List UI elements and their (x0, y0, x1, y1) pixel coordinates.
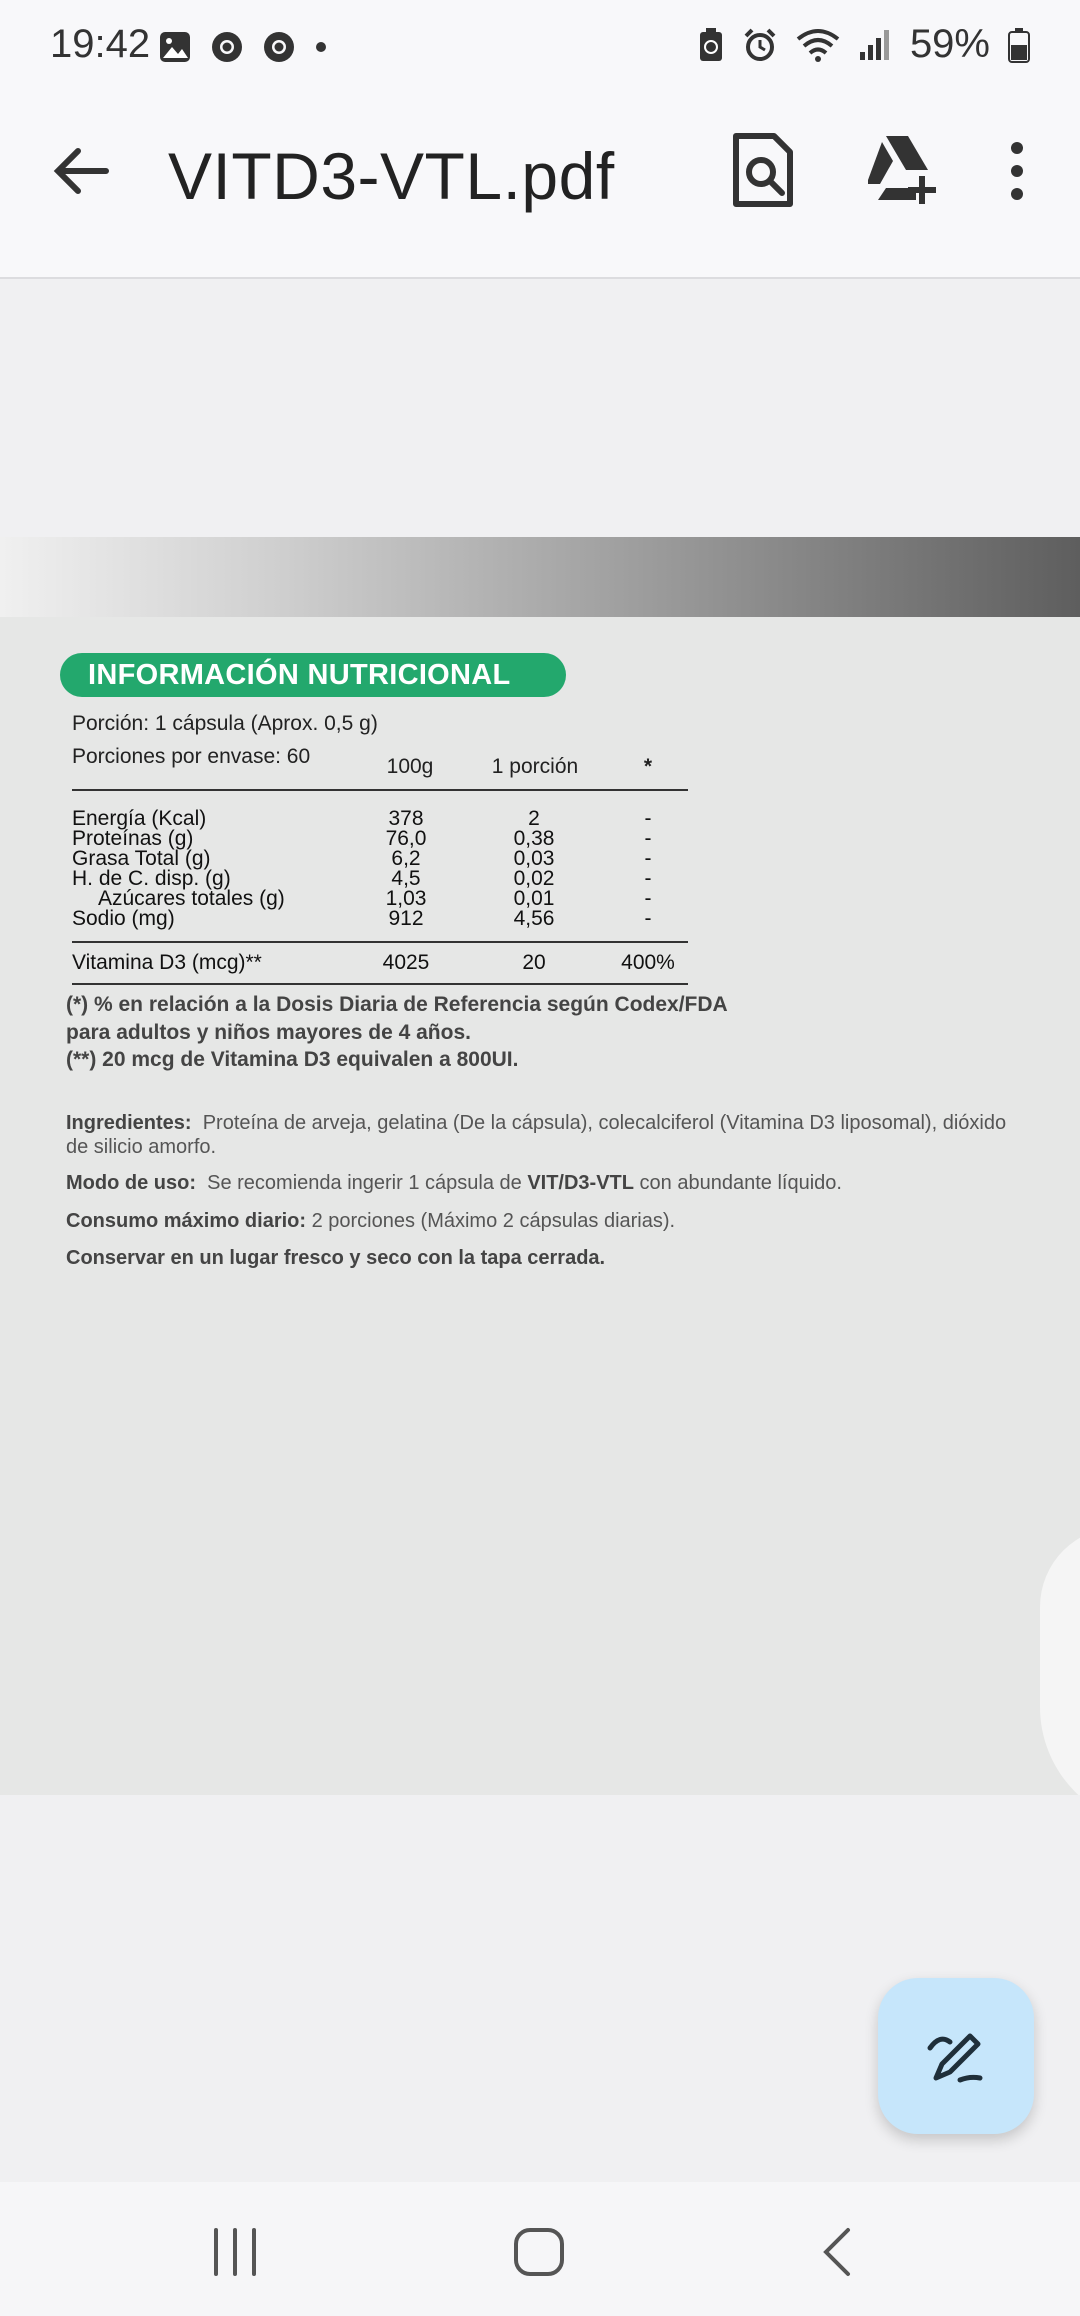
row-value-pct: - (644, 867, 652, 890)
row-label: H. de C. disp. (g) (72, 867, 231, 890)
header-gradient-band (0, 537, 1080, 617)
col-header-portion: 1 porción (491, 755, 579, 778)
row-value-100g: 4025 (382, 951, 430, 974)
row-label: Energía (Kcal) (72, 807, 207, 830)
usage-text-end: con abundante líquido. (639, 1172, 842, 1194)
search-document-icon[interactable] (728, 130, 798, 210)
usage-product: VIT/D3-VTL (527, 1172, 634, 1194)
ingredients-paragraph (66, 1111, 1026, 1159)
storage-paragraph (66, 1246, 1026, 1270)
row-value-pct: - (644, 827, 652, 850)
chrome-icon (262, 30, 296, 64)
section-title: INFORMACIÓN NUTRICIONAL (60, 653, 566, 697)
row-label: Azúcares totales (g) (98, 887, 285, 910)
table-rule-middle (72, 941, 688, 943)
row-value-portion: 20 (522, 951, 546, 974)
col-header-100g: 100g (386, 755, 434, 778)
document-title: VITD3-VTL.pdf (168, 139, 615, 213)
row-value-pct: - (644, 907, 652, 930)
max-consumption-paragraph (66, 1209, 1026, 1233)
signal-icon (858, 28, 892, 62)
row-value-100g: 4,5 (391, 867, 421, 890)
pdf-page[interactable] (0, 537, 1080, 1795)
home-icon[interactable] (510, 2222, 570, 2282)
row-value-100g: 912 (388, 907, 424, 930)
system-nav-bar (0, 2182, 1080, 2316)
row-value-100g: 6,2 (391, 847, 421, 870)
row-value-portion: 0,01 (513, 887, 555, 910)
status-system-icons (698, 22, 1030, 67)
table-rule-bottom (72, 983, 688, 985)
edit-pen-icon (926, 2026, 986, 2086)
footnote-line: para adultos y niños mayores de 4 años. (66, 1021, 471, 1044)
row-value-portion: 0,38 (513, 827, 555, 850)
usage-text: Se recomienda ingerir 1 cápsula de (207, 1172, 522, 1194)
edit-fab-button[interactable] (878, 1978, 1034, 2134)
battery-saver-icon (698, 27, 724, 63)
decorative-curve (1040, 1527, 1080, 1795)
ingredients-text: Proteína de arveja, gelatina (De la cápsula), colecalciferol (Vitamina D3 liposomal), dióxido de silicio amorfo. (66, 1112, 1007, 1158)
row-label: Proteínas (g) (72, 827, 194, 850)
servings-text: Porciones por envase: 60 (72, 745, 311, 768)
status-notification-icons (158, 30, 328, 64)
recents-icon[interactable] (210, 2222, 260, 2282)
more-vert-icon[interactable] (1002, 136, 1032, 206)
row-value-100g: 76,0 (385, 827, 427, 850)
drive-add-icon[interactable] (862, 130, 938, 206)
col-header-pct: * (643, 755, 653, 778)
footnote-line: (*) % en relación a la Dosis Diaria de Referencia según Codex/FDA (66, 993, 728, 1016)
row-value-portion: 0,03 (513, 847, 555, 870)
chrome-icon (210, 30, 244, 64)
row-value-100g: 1,03 (385, 887, 427, 910)
ingredients-label: Ingredientes: (66, 1112, 192, 1134)
row-value-portion: 4,56 (513, 907, 555, 930)
row-label: Sodio (mg) (72, 907, 175, 930)
max-text: 2 porciones (Máximo 2 cápsulas diarias). (311, 1210, 676, 1232)
row-value-pct: - (644, 807, 652, 830)
back-arrow-icon[interactable] (46, 136, 116, 206)
footnote-line: (**) 20 mcg de Vitamina D3 equivalen a 800UI. (66, 1048, 519, 1071)
row-value-portion: 0,02 (513, 867, 555, 890)
dot-icon (314, 40, 328, 54)
alarm-icon (742, 27, 778, 63)
row-value-100g: 378 (388, 807, 424, 830)
row-value-pct: - (644, 847, 652, 870)
gallery-icon (158, 30, 192, 64)
row-value-portion: 2 (528, 807, 540, 830)
portion-text: Porción: 1 cápsula (Aprox. 0,5 g) (72, 712, 378, 735)
battery-percentage: 59% (909, 22, 990, 66)
row-value-pct: 400% (621, 951, 675, 974)
nav-back-icon[interactable] (818, 2222, 858, 2282)
app-bar (0, 96, 1080, 279)
table-rule-top (72, 789, 688, 791)
wifi-icon (796, 27, 840, 63)
row-label: Vitamina D3 (mcg)** (72, 951, 262, 974)
usage-paragraph (66, 1171, 1026, 1195)
row-value-pct: - (644, 887, 652, 910)
storage-text: Conservar en un lugar fresco y seco con la tapa cerrada. (66, 1247, 606, 1269)
max-label: Consumo máximo diario: (66, 1210, 307, 1232)
status-bar (0, 0, 1080, 96)
row-label: Grasa Total (g) (72, 847, 211, 870)
battery-icon (1008, 27, 1030, 63)
usage-label: Modo de uso: (66, 1172, 196, 1194)
status-time: 19:42 (50, 22, 151, 66)
